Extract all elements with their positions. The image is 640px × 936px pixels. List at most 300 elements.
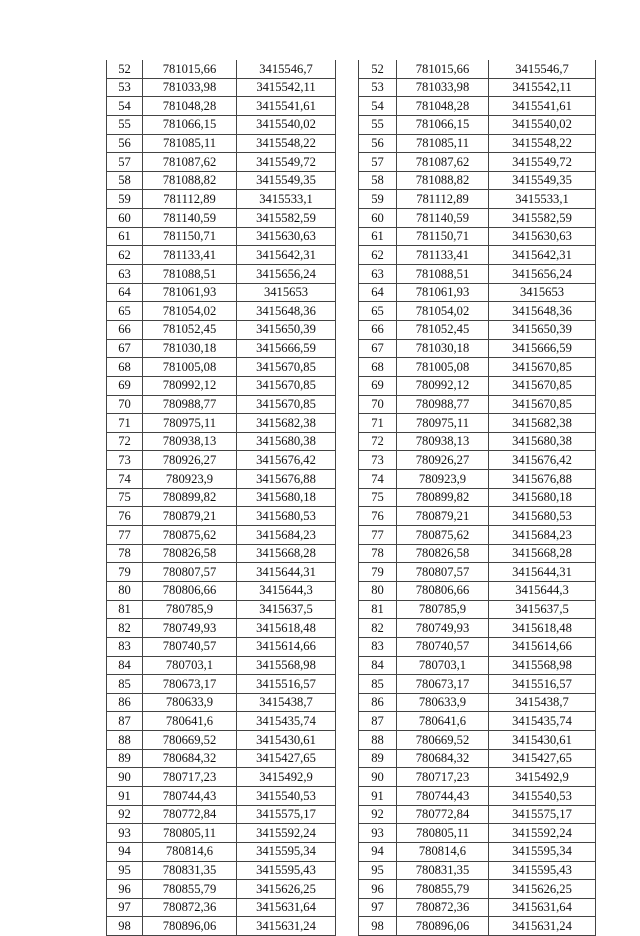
table-row bbox=[107, 898, 336, 917]
y-coordinate-cell: 3415650,39 bbox=[489, 320, 596, 339]
y-coordinate-cell: 3415637,5 bbox=[489, 600, 596, 619]
x-coordinate-cell: 780926,27 bbox=[397, 451, 489, 470]
x-coordinate-cell: 781112,89 bbox=[397, 190, 489, 209]
table-row bbox=[107, 656, 336, 675]
y-coordinate-cell: 3415626,25 bbox=[237, 880, 336, 899]
y-coordinate-cell: 3415546,7 bbox=[237, 60, 336, 78]
point-number-cell: 62 bbox=[107, 246, 143, 265]
table-row bbox=[359, 60, 596, 78]
x-coordinate-cell: 780785,9 bbox=[397, 600, 489, 619]
table-row bbox=[359, 600, 596, 619]
table-row bbox=[359, 171, 596, 190]
table-row bbox=[359, 805, 596, 824]
table-row bbox=[359, 768, 596, 787]
y-coordinate-cell: 3415630,63 bbox=[237, 227, 336, 246]
point-number-cell: 70 bbox=[107, 395, 143, 414]
y-coordinate-cell: 3415648,36 bbox=[489, 302, 596, 321]
point-number-cell: 86 bbox=[107, 693, 143, 712]
x-coordinate-cell: 781054,02 bbox=[397, 302, 489, 321]
point-number-cell: 96 bbox=[359, 880, 397, 899]
table-row bbox=[359, 358, 596, 377]
x-coordinate-cell: 780855,79 bbox=[397, 880, 489, 899]
x-coordinate-cell: 780673,17 bbox=[143, 675, 237, 694]
x-coordinate-cell: 780826,58 bbox=[143, 544, 237, 563]
point-number-cell: 57 bbox=[359, 153, 397, 172]
y-coordinate-cell: 3415682,38 bbox=[237, 414, 336, 433]
y-coordinate-cell: 3415427,65 bbox=[489, 749, 596, 768]
x-coordinate-cell: 780684,32 bbox=[397, 749, 489, 768]
point-number-cell: 81 bbox=[359, 600, 397, 619]
y-coordinate-cell: 3415670,85 bbox=[237, 358, 336, 377]
x-coordinate-cell: 780938,13 bbox=[143, 432, 237, 451]
x-coordinate-cell: 781066,15 bbox=[397, 115, 489, 134]
y-coordinate-cell: 3415430,61 bbox=[237, 731, 336, 750]
point-number-cell: 90 bbox=[359, 768, 397, 787]
x-coordinate-cell: 780988,77 bbox=[143, 395, 237, 414]
table-row bbox=[107, 283, 336, 302]
table-row bbox=[107, 358, 336, 377]
x-coordinate-cell: 781066,15 bbox=[143, 115, 237, 134]
table-row bbox=[107, 731, 336, 750]
point-number-cell: 54 bbox=[107, 97, 143, 116]
table-row bbox=[107, 320, 336, 339]
x-coordinate-cell: 781030,18 bbox=[143, 339, 237, 358]
y-coordinate-cell: 3415630,63 bbox=[489, 227, 596, 246]
table-row bbox=[359, 507, 596, 526]
table-row bbox=[107, 470, 336, 489]
y-coordinate-cell: 3415668,28 bbox=[237, 544, 336, 563]
point-number-cell: 91 bbox=[107, 786, 143, 805]
table-row bbox=[359, 842, 596, 861]
table-row bbox=[359, 693, 596, 712]
table-row bbox=[359, 227, 596, 246]
x-coordinate-cell: 780641,6 bbox=[397, 712, 489, 731]
table-row bbox=[359, 786, 596, 805]
point-number-cell: 94 bbox=[107, 842, 143, 861]
point-number-cell: 97 bbox=[107, 898, 143, 917]
table-row bbox=[359, 451, 596, 470]
point-number-cell: 85 bbox=[359, 675, 397, 694]
point-number-cell: 82 bbox=[107, 619, 143, 638]
point-number-cell: 80 bbox=[107, 581, 143, 600]
y-coordinate-cell: 3415540,02 bbox=[489, 115, 596, 134]
x-coordinate-cell: 780807,57 bbox=[143, 563, 237, 582]
y-coordinate-cell: 3415540,53 bbox=[489, 786, 596, 805]
point-number-cell: 96 bbox=[107, 880, 143, 899]
point-number-cell: 89 bbox=[107, 749, 143, 768]
point-number-cell: 61 bbox=[107, 227, 143, 246]
y-coordinate-cell: 3415642,31 bbox=[237, 246, 336, 265]
x-coordinate-cell: 781033,98 bbox=[143, 78, 237, 97]
y-coordinate-cell: 3415516,57 bbox=[489, 675, 596, 694]
point-number-cell: 72 bbox=[359, 432, 397, 451]
y-coordinate-cell: 3415670,85 bbox=[489, 395, 596, 414]
x-coordinate-cell: 780872,36 bbox=[397, 898, 489, 917]
x-coordinate-cell: 781054,02 bbox=[143, 302, 237, 321]
y-coordinate-cell: 3415670,85 bbox=[489, 358, 596, 377]
table-row bbox=[359, 861, 596, 880]
y-coordinate-cell: 3415542,11 bbox=[237, 78, 336, 97]
y-coordinate-cell: 3415676,88 bbox=[489, 470, 596, 489]
table-row bbox=[107, 60, 336, 78]
point-number-cell: 76 bbox=[107, 507, 143, 526]
x-coordinate-cell: 781085,11 bbox=[143, 134, 237, 153]
x-coordinate-cell: 780875,62 bbox=[143, 526, 237, 545]
y-coordinate-cell: 3415631,64 bbox=[237, 898, 336, 917]
y-coordinate-cell: 3415595,34 bbox=[237, 842, 336, 861]
y-coordinate-cell: 3415676,42 bbox=[237, 451, 336, 470]
table-row bbox=[107, 544, 336, 563]
y-coordinate-cell: 3415568,98 bbox=[237, 656, 336, 675]
table-row bbox=[107, 786, 336, 805]
point-number-cell: 95 bbox=[359, 861, 397, 880]
point-number-cell: 54 bbox=[359, 97, 397, 116]
x-coordinate-cell: 781140,59 bbox=[143, 209, 237, 228]
x-coordinate-cell: 780855,79 bbox=[143, 880, 237, 899]
point-number-cell: 93 bbox=[359, 824, 397, 843]
y-coordinate-cell: 3415516,57 bbox=[237, 675, 336, 694]
table-row bbox=[107, 637, 336, 656]
table-row bbox=[359, 283, 596, 302]
point-number-cell: 68 bbox=[107, 358, 143, 377]
table-row bbox=[359, 115, 596, 134]
table-row bbox=[107, 507, 336, 526]
table-row bbox=[107, 78, 336, 97]
x-coordinate-cell: 781088,51 bbox=[143, 265, 237, 284]
table-row bbox=[359, 526, 596, 545]
point-number-cell: 97 bbox=[359, 898, 397, 917]
y-coordinate-cell: 3415549,35 bbox=[237, 171, 336, 190]
y-coordinate-cell: 3415430,61 bbox=[489, 731, 596, 750]
table-row bbox=[359, 749, 596, 768]
x-coordinate-cell: 781150,71 bbox=[397, 227, 489, 246]
table-row bbox=[359, 265, 596, 284]
x-coordinate-cell: 780744,43 bbox=[397, 786, 489, 805]
point-number-cell: 65 bbox=[107, 302, 143, 321]
x-coordinate-cell: 781133,41 bbox=[397, 246, 489, 265]
x-coordinate-cell: 780926,27 bbox=[143, 451, 237, 470]
point-number-cell: 92 bbox=[107, 805, 143, 824]
table-row bbox=[107, 600, 336, 619]
point-number-cell: 98 bbox=[107, 917, 143, 936]
y-coordinate-cell: 3415644,31 bbox=[489, 563, 596, 582]
table-row bbox=[359, 488, 596, 507]
y-coordinate-cell: 3415626,25 bbox=[489, 880, 596, 899]
table-row bbox=[107, 880, 336, 899]
table-row bbox=[107, 134, 336, 153]
table-row bbox=[359, 917, 596, 936]
x-coordinate-cell: 780831,35 bbox=[143, 861, 237, 880]
table-row bbox=[359, 824, 596, 843]
y-coordinate-cell: 3415427,65 bbox=[237, 749, 336, 768]
table-row bbox=[359, 209, 596, 228]
x-coordinate-cell: 781033,98 bbox=[397, 78, 489, 97]
point-number-cell: 61 bbox=[359, 227, 397, 246]
table-row bbox=[107, 768, 336, 787]
x-coordinate-cell: 780975,11 bbox=[397, 414, 489, 433]
y-coordinate-cell: 3415670,85 bbox=[237, 395, 336, 414]
point-number-cell: 83 bbox=[359, 637, 397, 656]
x-coordinate-cell: 781140,59 bbox=[397, 209, 489, 228]
x-coordinate-cell: 780744,43 bbox=[143, 786, 237, 805]
table-row bbox=[107, 675, 336, 694]
y-coordinate-cell: 3415650,39 bbox=[237, 320, 336, 339]
table-row bbox=[359, 656, 596, 675]
y-coordinate-cell: 3415592,24 bbox=[237, 824, 336, 843]
point-number-cell: 59 bbox=[107, 190, 143, 209]
x-coordinate-cell: 780717,23 bbox=[143, 768, 237, 787]
table-row bbox=[359, 153, 596, 172]
point-number-cell: 94 bbox=[359, 842, 397, 861]
x-coordinate-cell: 780805,11 bbox=[143, 824, 237, 843]
point-number-cell: 72 bbox=[107, 432, 143, 451]
table-row bbox=[107, 526, 336, 545]
x-coordinate-cell: 780992,12 bbox=[143, 376, 237, 395]
y-coordinate-cell: 3415680,38 bbox=[489, 432, 596, 451]
table-row bbox=[107, 339, 336, 358]
y-coordinate-cell: 3415540,02 bbox=[237, 115, 336, 134]
x-coordinate-cell: 781052,45 bbox=[143, 320, 237, 339]
y-coordinate-cell: 3415592,24 bbox=[489, 824, 596, 843]
point-number-cell: 58 bbox=[359, 171, 397, 190]
point-number-cell: 63 bbox=[359, 265, 397, 284]
table-row bbox=[359, 544, 596, 563]
point-number-cell: 59 bbox=[359, 190, 397, 209]
y-coordinate-cell: 3415438,7 bbox=[489, 693, 596, 712]
table-row bbox=[107, 917, 336, 936]
x-coordinate-cell: 780899,82 bbox=[143, 488, 237, 507]
x-coordinate-cell: 780896,06 bbox=[143, 917, 237, 936]
x-coordinate-cell: 780826,58 bbox=[397, 544, 489, 563]
point-number-cell: 77 bbox=[107, 526, 143, 545]
y-coordinate-cell: 3415549,35 bbox=[489, 171, 596, 190]
y-coordinate-cell: 3415546,7 bbox=[489, 60, 596, 78]
table-row bbox=[107, 432, 336, 451]
y-coordinate-cell: 3415548,22 bbox=[237, 134, 336, 153]
y-coordinate-cell: 3415541,61 bbox=[489, 97, 596, 116]
table-row bbox=[107, 712, 336, 731]
y-coordinate-cell: 3415644,3 bbox=[237, 581, 336, 600]
y-coordinate-cell: 3415666,59 bbox=[237, 339, 336, 358]
point-number-cell: 53 bbox=[359, 78, 397, 97]
point-number-cell: 52 bbox=[107, 60, 143, 78]
y-coordinate-cell: 3415644,31 bbox=[237, 563, 336, 582]
table-row bbox=[359, 675, 596, 694]
table-row bbox=[359, 134, 596, 153]
x-coordinate-cell: 780814,6 bbox=[397, 842, 489, 861]
y-coordinate-cell: 3415680,53 bbox=[237, 507, 336, 526]
y-coordinate-cell: 3415575,17 bbox=[237, 805, 336, 824]
point-number-cell: 78 bbox=[107, 544, 143, 563]
table-row bbox=[107, 209, 336, 228]
x-coordinate-cell: 780879,21 bbox=[397, 507, 489, 526]
x-coordinate-cell: 781112,89 bbox=[143, 190, 237, 209]
x-coordinate-cell: 780740,57 bbox=[143, 637, 237, 656]
point-number-cell: 52 bbox=[359, 60, 397, 78]
table-row bbox=[107, 171, 336, 190]
point-number-cell: 57 bbox=[107, 153, 143, 172]
x-coordinate-cell: 780988,77 bbox=[397, 395, 489, 414]
table-row bbox=[359, 414, 596, 433]
point-number-cell: 58 bbox=[107, 171, 143, 190]
y-coordinate-cell: 3415644,3 bbox=[489, 581, 596, 600]
y-coordinate-cell: 3415614,66 bbox=[237, 637, 336, 656]
point-number-cell: 83 bbox=[107, 637, 143, 656]
table-row bbox=[107, 115, 336, 134]
point-number-cell: 55 bbox=[359, 115, 397, 134]
table-row bbox=[107, 302, 336, 321]
point-number-cell: 86 bbox=[359, 693, 397, 712]
point-number-cell: 67 bbox=[107, 339, 143, 358]
table-row bbox=[359, 731, 596, 750]
x-coordinate-cell: 781088,51 bbox=[397, 265, 489, 284]
point-number-cell: 88 bbox=[107, 731, 143, 750]
x-coordinate-cell: 781048,28 bbox=[397, 97, 489, 116]
table-row bbox=[107, 265, 336, 284]
x-coordinate-cell: 781052,45 bbox=[397, 320, 489, 339]
y-coordinate-cell: 3415533,1 bbox=[237, 190, 336, 209]
x-coordinate-cell: 780641,6 bbox=[143, 712, 237, 731]
y-coordinate-cell: 3415637,5 bbox=[237, 600, 336, 619]
table-row bbox=[107, 395, 336, 414]
table-row bbox=[359, 880, 596, 899]
y-coordinate-cell: 3415676,42 bbox=[489, 451, 596, 470]
point-number-cell: 87 bbox=[107, 712, 143, 731]
x-coordinate-cell: 780749,93 bbox=[397, 619, 489, 638]
x-coordinate-cell: 780772,84 bbox=[143, 805, 237, 824]
point-number-cell: 62 bbox=[359, 246, 397, 265]
point-number-cell: 77 bbox=[359, 526, 397, 545]
x-coordinate-cell: 781015,66 bbox=[397, 60, 489, 78]
x-coordinate-cell: 781048,28 bbox=[143, 97, 237, 116]
y-coordinate-cell: 3415684,23 bbox=[489, 526, 596, 545]
x-coordinate-cell: 780749,93 bbox=[143, 619, 237, 638]
x-coordinate-cell: 781088,82 bbox=[143, 171, 237, 190]
point-number-cell: 80 bbox=[359, 581, 397, 600]
table-row bbox=[107, 861, 336, 880]
table-row bbox=[359, 376, 596, 395]
point-number-cell: 75 bbox=[107, 488, 143, 507]
x-coordinate-cell: 781150,71 bbox=[143, 227, 237, 246]
y-coordinate-cell: 3415548,22 bbox=[489, 134, 596, 153]
x-coordinate-cell: 780669,52 bbox=[143, 731, 237, 750]
y-coordinate-cell: 3415680,53 bbox=[489, 507, 596, 526]
table-row bbox=[359, 246, 596, 265]
x-coordinate-cell: 780806,66 bbox=[397, 581, 489, 600]
y-coordinate-cell: 3415670,85 bbox=[489, 376, 596, 395]
x-coordinate-cell: 780938,13 bbox=[397, 432, 489, 451]
point-number-cell: 75 bbox=[359, 488, 397, 507]
y-coordinate-cell: 3415435,74 bbox=[237, 712, 336, 731]
x-coordinate-cell: 781030,18 bbox=[397, 339, 489, 358]
point-number-cell: 92 bbox=[359, 805, 397, 824]
x-coordinate-cell: 781005,08 bbox=[397, 358, 489, 377]
point-number-cell: 95 bbox=[107, 861, 143, 880]
table-row bbox=[359, 581, 596, 600]
x-coordinate-cell: 780923,9 bbox=[397, 470, 489, 489]
point-number-cell: 56 bbox=[359, 134, 397, 153]
y-coordinate-cell: 3415614,66 bbox=[489, 637, 596, 656]
x-coordinate-cell: 780805,11 bbox=[397, 824, 489, 843]
table-row bbox=[359, 339, 596, 358]
y-coordinate-cell: 3415631,64 bbox=[489, 898, 596, 917]
y-coordinate-cell: 3415653 bbox=[489, 283, 596, 302]
table-row bbox=[107, 693, 336, 712]
point-number-cell: 89 bbox=[359, 749, 397, 768]
table-row bbox=[359, 320, 596, 339]
point-number-cell: 60 bbox=[359, 209, 397, 228]
y-coordinate-cell: 3415575,17 bbox=[489, 805, 596, 824]
x-coordinate-cell: 780673,17 bbox=[397, 675, 489, 694]
y-coordinate-cell: 3415676,88 bbox=[237, 470, 336, 489]
x-coordinate-cell: 780785,9 bbox=[143, 600, 237, 619]
point-number-cell: 71 bbox=[359, 414, 397, 433]
table-row bbox=[107, 97, 336, 116]
point-number-cell: 66 bbox=[107, 320, 143, 339]
y-coordinate-cell: 3415492,9 bbox=[237, 768, 336, 787]
table-row bbox=[107, 581, 336, 600]
y-coordinate-cell: 3415618,48 bbox=[489, 619, 596, 638]
y-coordinate-cell: 3415618,48 bbox=[237, 619, 336, 638]
y-coordinate-cell: 3415656,24 bbox=[489, 265, 596, 284]
y-coordinate-cell: 3415682,38 bbox=[489, 414, 596, 433]
coordinates-table-left bbox=[106, 60, 336, 936]
y-coordinate-cell: 3415540,53 bbox=[237, 786, 336, 805]
point-number-cell: 70 bbox=[359, 395, 397, 414]
point-number-cell: 68 bbox=[359, 358, 397, 377]
table-row bbox=[359, 637, 596, 656]
x-coordinate-cell: 780633,9 bbox=[143, 693, 237, 712]
y-coordinate-cell: 3415631,24 bbox=[237, 917, 336, 936]
table-row bbox=[359, 898, 596, 917]
point-number-cell: 88 bbox=[359, 731, 397, 750]
table-row bbox=[359, 619, 596, 638]
y-coordinate-cell: 3415668,28 bbox=[489, 544, 596, 563]
point-number-cell: 53 bbox=[107, 78, 143, 97]
y-coordinate-cell: 3415582,59 bbox=[489, 209, 596, 228]
table-row bbox=[107, 749, 336, 768]
point-number-cell: 71 bbox=[107, 414, 143, 433]
x-coordinate-cell: 780806,66 bbox=[143, 581, 237, 600]
x-coordinate-cell: 780923,9 bbox=[143, 470, 237, 489]
x-coordinate-cell: 781133,41 bbox=[143, 246, 237, 265]
x-coordinate-cell: 780717,23 bbox=[397, 768, 489, 787]
y-coordinate-cell: 3415684,23 bbox=[237, 526, 336, 545]
x-coordinate-cell: 780772,84 bbox=[397, 805, 489, 824]
point-number-cell: 73 bbox=[107, 451, 143, 470]
table-row bbox=[359, 432, 596, 451]
x-coordinate-cell: 781085,11 bbox=[397, 134, 489, 153]
point-number-cell: 98 bbox=[359, 917, 397, 936]
y-coordinate-cell: 3415680,18 bbox=[237, 488, 336, 507]
point-number-cell: 60 bbox=[107, 209, 143, 228]
table-row bbox=[107, 805, 336, 824]
x-coordinate-cell: 781061,93 bbox=[397, 283, 489, 302]
y-coordinate-cell: 3415541,61 bbox=[237, 97, 336, 116]
y-coordinate-cell: 3415549,72 bbox=[489, 153, 596, 172]
y-coordinate-cell: 3415648,36 bbox=[237, 302, 336, 321]
table-row bbox=[107, 153, 336, 172]
y-coordinate-cell: 3415653 bbox=[237, 283, 336, 302]
x-coordinate-cell: 780831,35 bbox=[397, 861, 489, 880]
y-coordinate-cell: 3415656,24 bbox=[237, 265, 336, 284]
x-coordinate-cell: 780975,11 bbox=[143, 414, 237, 433]
point-number-cell: 69 bbox=[359, 376, 397, 395]
table-row bbox=[107, 619, 336, 638]
table-row bbox=[107, 227, 336, 246]
x-coordinate-cell: 780814,6 bbox=[143, 842, 237, 861]
y-coordinate-cell: 3415670,85 bbox=[237, 376, 336, 395]
